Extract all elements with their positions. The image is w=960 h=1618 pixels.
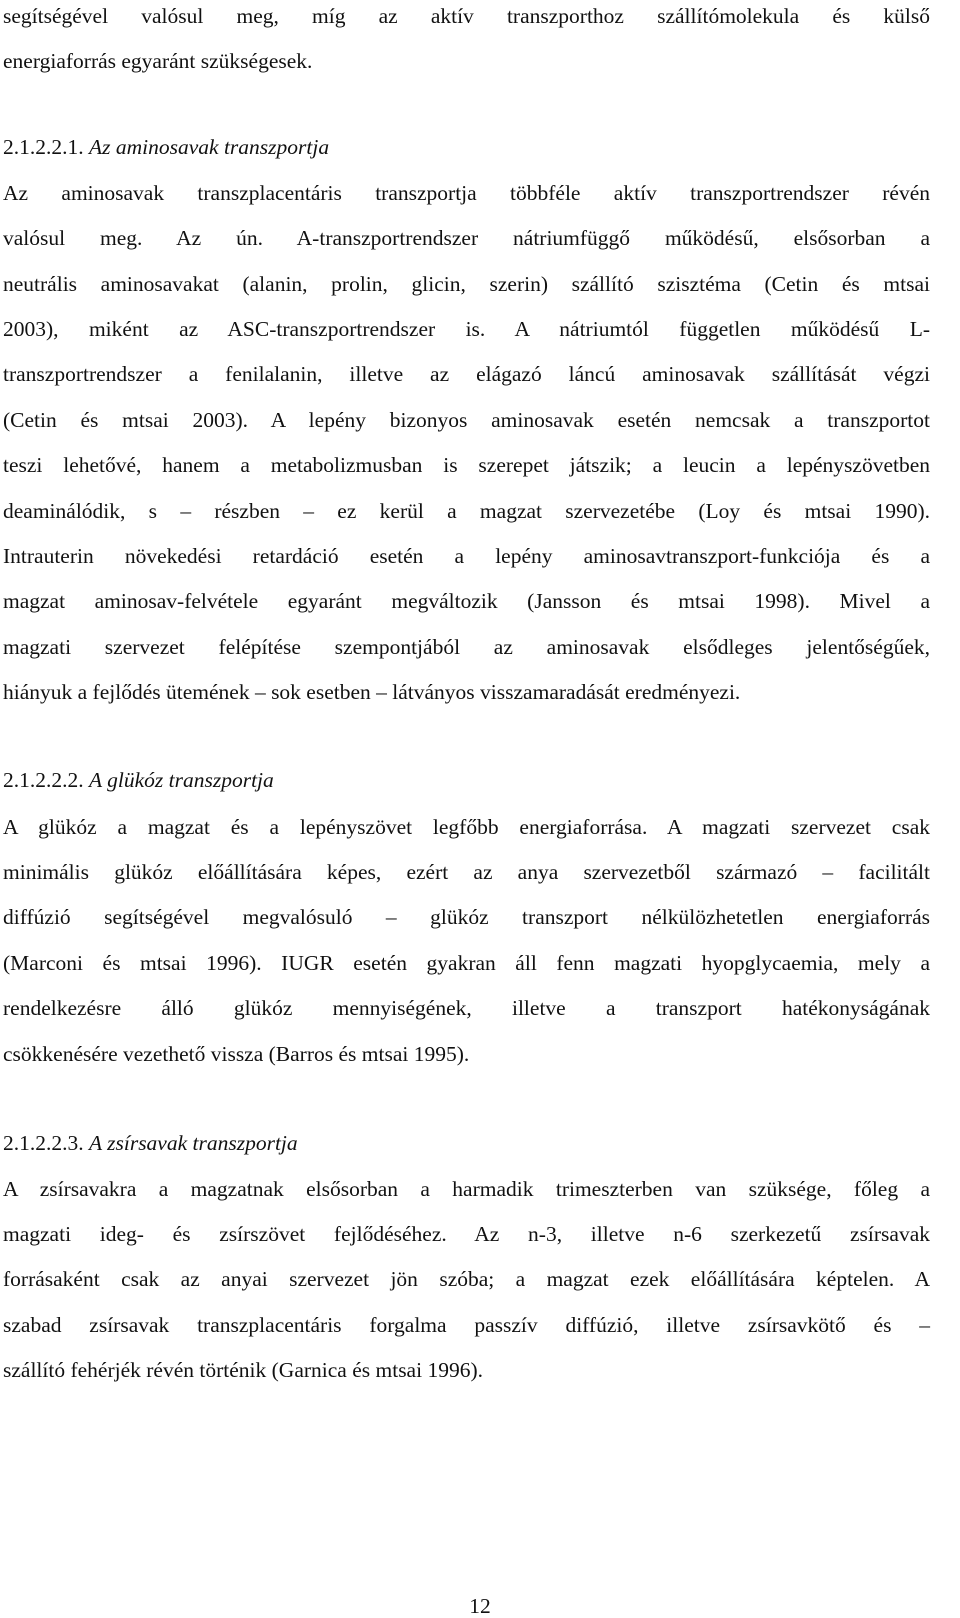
paragraph-line: rendelkezésre álló glükóz mennyiségének, illetve a transzport hatékonyságának (3, 996, 930, 1020)
paragraph-line: A glükóz a magzat és a lepényszövet legfőbb energiaforrása. A magzati szervezet csak (3, 815, 930, 839)
section-heading-fattyacids (3, 1129, 930, 1157)
paragraph-line: (Marconi és mtsai 1996). IUGR esetén gyakran áll fenn magzati hyopglycaemia, mely a (3, 951, 930, 975)
paragraph-line: (Cetin és mtsai 2003). A lepény bizonyos aminosavak esetén nemcsak a transzportot (3, 408, 930, 432)
paragraph-line: valósul meg. Az ún. A-transzportrendszer nátriumfüggő működésű, elsősorban a (3, 226, 930, 250)
section-heading-glucose (3, 766, 930, 794)
paragraph-line: magzati ideg- és zsírszövet fejlődéséhez. Az n-3, illetve n-6 szerkezetű zsírsavak (3, 1222, 930, 1246)
paragraph-line: deaminálódik, s – részben – ez kerül a magzat szervezetébe (Loy és mtsai 1990). (3, 499, 930, 523)
paragraph-line: magzat aminosav-felvétele egyaránt megváltozik (Jansson és mtsai 1998). Mivel a (3, 589, 930, 613)
section-number: 2.1.2.2.1. (3, 135, 84, 159)
paragraph-line: szabad zsírsavak transzplacentáris forgalma passzív diffúzió, illetve zsírsavkötő és – (3, 1313, 930, 1337)
page-number: 12 (469, 1594, 491, 1618)
paragraph-line: magzati szervezet felépítése szempontjából az aminosavak elsődleges jelentőségűek, (3, 635, 930, 659)
paragraph-line: Az aminosavak transzplacentáris transzportja többféle aktív transzportrendszer révén (3, 181, 930, 205)
paragraph-line: Intrauterin növekedési retardáció esetén a lepény aminosavtranszport-funkciója és a (3, 544, 930, 568)
section-number: 2.1.2.2.3. (3, 1131, 84, 1155)
paragraph-line: transzportrendszer a fenilalanin, illetve az elágazó láncú aminosavak szállítását végzi (3, 362, 930, 386)
paragraph-line: csökkenésére vezethető vissza (Barros és mtsai 1995). (3, 1042, 470, 1066)
section-number: 2.1.2.2.2. (3, 768, 84, 792)
paragraph-line: neutrális aminosavakat (alanin, prolin, glicin, szerin) szállító szisztéma (Cetin és mtsai (3, 272, 930, 296)
section-title: Az aminosavak transzportja (89, 135, 330, 159)
paragraph-line: minimális glükóz előállítására képes, ezért az anya szervezetből származó – facilitált (3, 860, 930, 884)
intro-line-1: segítségével valósul meg, míg az aktív transzporthoz szállítómolekula és külső (3, 4, 930, 28)
paragraph-line: hiányuk a fejlődés ütemének – sok esetben – látványos visszamaradását eredményezi. (3, 680, 741, 704)
section-heading-aminoacids (3, 133, 930, 161)
section-title: A glükóz transzportja (89, 768, 274, 792)
intro-line-2: energiaforrás egyaránt szükségesek. (3, 49, 313, 73)
paragraph-line: forrásaként csak az anyai szervezet jön szóba; a magzat ezek előállítására képtelen. A (3, 1267, 930, 1291)
paragraph-line: szállító fehérjék révén történik (Garnica és mtsai 1996). (3, 1358, 483, 1382)
paragraph-line: teszi lehetővé, hanem a metabolizmusban is szerepet játszik; a leucin a lepényszövetben (3, 453, 930, 477)
paragraph-line: A zsírsavakra a magzatnak elsősorban a harmadik trimeszterben van szüksége, főleg a (3, 1177, 930, 1201)
paragraph-line: 2003), miként az ASC-transzportrendszer is. A nátriumtól független működésű L- (3, 317, 930, 341)
paragraph-line: diffúzió segítségével megvalósuló – glükóz transzport nélkülözhetetlen energiaforrás (3, 905, 930, 929)
section-title: A zsírsavak transzportja (89, 1131, 298, 1155)
